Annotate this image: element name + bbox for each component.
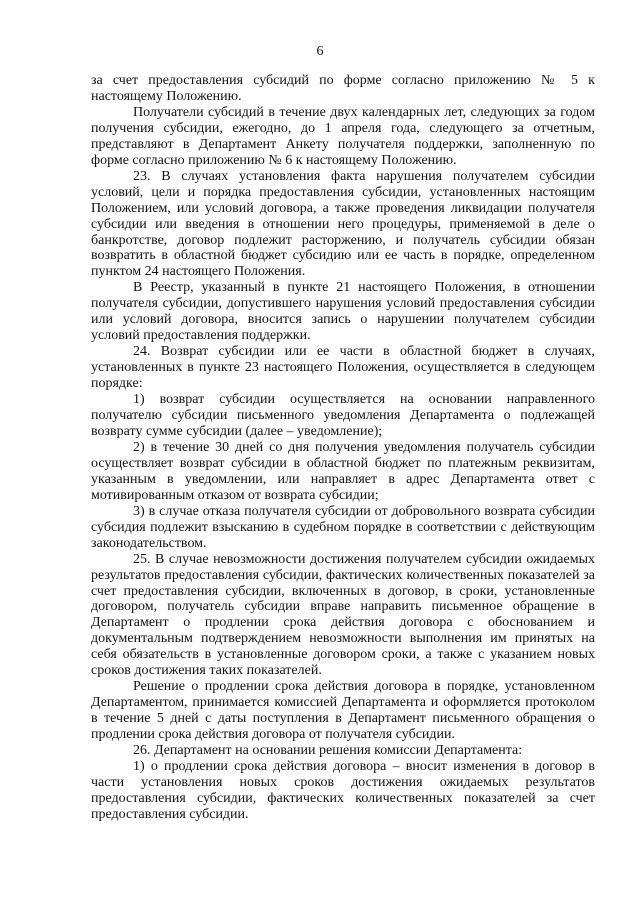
paragraph-clause-23: 23. В случаях установления факта нарушения получателем субсидии условий, цели и порядка предоставления субсидии, установленных настоящим Положением, или условий договора, а также проведения ликвидации получателя субсидии или введения в отношении него процедуры, применяемой в деле о банкротстве, договор подлежит расторжению, и получатель субсидии обязан возвратить в областной бюджет субсидию или ее часть в порядке, определенном пунктом 24 настоящего Положения.: [91, 168, 595, 280]
paragraph-clause-24: 24. Возврат субсидии или ее части в областной бюджет в случаях, установленных в пункте 23 настоящего Положения, осуществляется в следующем порядке:: [91, 344, 595, 392]
document-body: [91, 73, 595, 823]
paragraph-clause-24-item-2: 2) в течение 30 дней со дня получения уведомления получатель субсидии осуществляет возврат субсидии в областной бюджет по платежным реквизитам, указанным в уведомлении, или направляет в адрес Департамента ответ с мотивированным отказом от возврата субсидии;: [91, 439, 595, 503]
paragraph-clause-24-item-1: 1) возврат субсидии осуществляется на основании направленного получателю субсидии письменного уведомления Департамента о подлежащей возврату сумме субсидии (далее – уведомление);: [91, 392, 595, 439]
paragraph-extension-decision: Решение о продлении срока действия договора в порядке, установленном Департаментом, принимается комиссией Департамента и оформляется протоколом в течение 5 дней с даты поступления в Департамент письменного обращения о продлении срока действия договора от получателя субсидии.: [91, 679, 595, 743]
paragraph-clause-24-item-3: 3) в случае отказа получателя субсидии от добровольного возврата субсидии субсидия подлежит взысканию в судебном порядке в соответствии с действующим законодательством.: [91, 503, 595, 551]
page-number: 6: [316, 44, 324, 59]
paragraph-clause-26-item-1: 1) о продлении срока действия договора – вносит изменения в договор в части установления новых сроков достижения ожидаемых результатов предоставления субсидии, фактических количественных показателей за счет предоставления субсидии.: [91, 758, 595, 822]
paragraph-continuation: за счет предоставления субсидий по форме согласно приложению № 5 к настоящему Положению.: [91, 73, 595, 104]
paragraph-recipients-report: Получатели субсидий в течение двух календарных лет, следующих за годом получения субсидии, ежегодно, до 1 апреля года, следующего за отчетным, представляют в Департамент Анкету получателя поддержки, заполненную по форме согласно приложению № 6 к настоящему Положению.: [91, 104, 595, 168]
paragraph-registry: В Реестр, указанный в пункте 21 настоящего Положения, в отношении получателя субсидии, допустившего нарушения условий предоставления субсидии или условий договора, вносится запись о нарушении получателем субсидии условий предоставления поддержки.: [91, 280, 595, 344]
paragraph-clause-25: 25. В случае невозможности достижения получателем субсидии ожидаемых результатов предоставления субсидии, фактических количественных показателей за счет предоставления субсидии, включенных в договор, в сроки, установленные договором, получатель субсидии вправе направить письменное обращение в Департамент о продлении срока действия договора с обоснованием и документальным подтверждением невозможности выполнения им принятых на себя обязательств в установленные договором сроки, а также с указанием новых сроков достижения таких показателей.: [91, 551, 595, 679]
paragraph-clause-26: 26. Департамент на основании решения комиссии Департамента:: [133, 743, 523, 759]
